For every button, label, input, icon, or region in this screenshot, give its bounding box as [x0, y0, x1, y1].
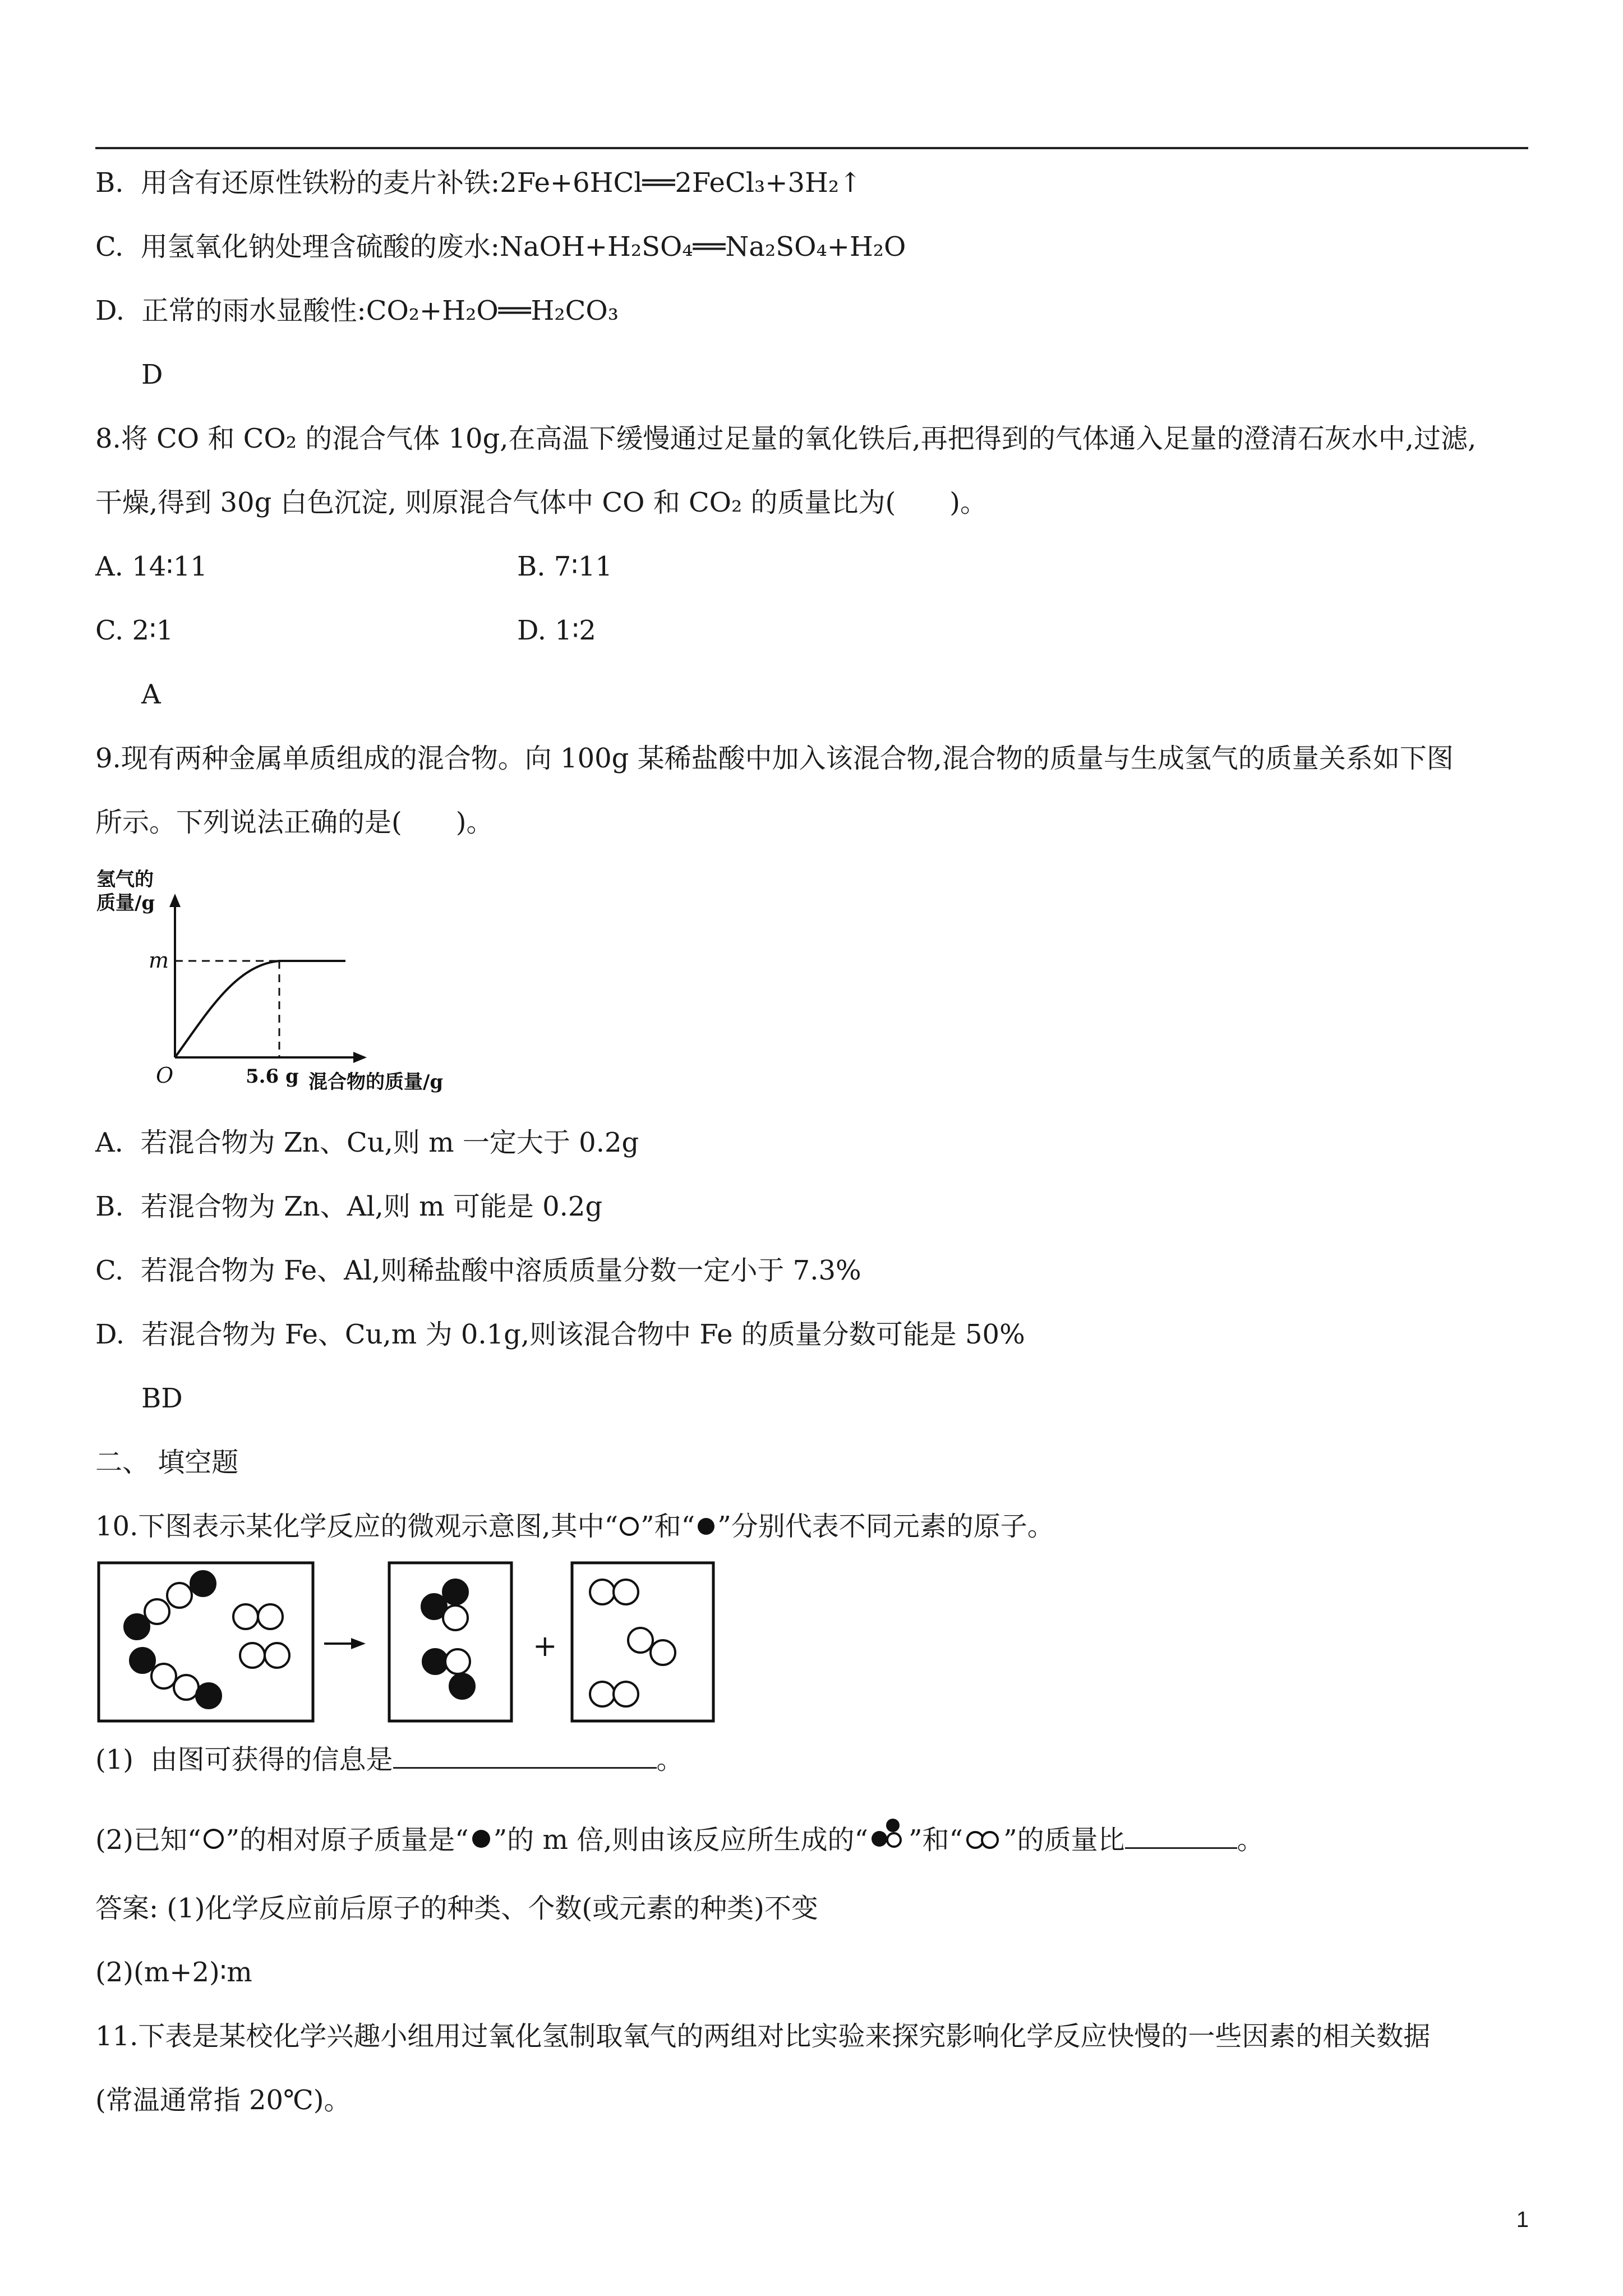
q9-option-a: A. 若混合物为 Zn、Cu,则 m 一定大于 0.2g: [95, 1127, 639, 1158]
q11-stem-line2: (常温通常指 20℃)。: [95, 2085, 351, 2116]
reaction-diagram: [95, 1559, 718, 1728]
q9-stem-line2: 所示。下列说法正确的是( )。: [95, 807, 494, 838]
chart-ylabel-line1: 氢气的: [96, 868, 154, 891]
product-molecule-1: [422, 1580, 468, 1630]
reactant-molecule-1: [125, 1571, 215, 1639]
chart-ylabel-line2: 质量/g: [96, 892, 155, 914]
white-atom-icon: [618, 1515, 640, 1538]
chart-x-marker-label: 5.6 g: [246, 1065, 299, 1088]
q9-stem-line1: 9.现有两种金属单质组成的混合物。向 100g 某稀盐酸中加入该混合物,混合物的质量与生成氢气的质量关系如下图: [95, 743, 1454, 774]
q8-option-b: B. 7∶11: [517, 551, 612, 582]
q8-options-row2: [95, 613, 596, 648]
q10-answer-1: 答案: (1)化学反应前后原子的种类、个数(或元素的种类)不变: [95, 1893, 818, 1924]
black-atom-icon: [469, 1826, 494, 1851]
reactant-molecule-4: [240, 1643, 289, 1668]
product-molecule-4: [628, 1628, 675, 1665]
q7-option-c: C. 用氢氧化钠处理含硫酸的废水:NaOH+H₂SO₄══Na₂SO₄+H₂O: [95, 231, 906, 263]
q8-option-c: C. 2∶1: [95, 615, 174, 646]
q9-option-d: D. 若混合物为 Fe、Cu,m 为 0.1g,则该混合物中 Fe 的质量分数可能是 50%: [95, 1319, 1025, 1350]
q8-answer: A: [141, 679, 161, 710]
header-rule: [95, 147, 1528, 149]
chart-x-arrow: [353, 1052, 367, 1063]
hydrogen-mass-chart: [95, 867, 510, 1102]
reaction-arrow-head: [351, 1638, 366, 1649]
section-title: 二、 填空题: [95, 1447, 239, 1478]
q10-stem: 10.下图表示某化学反应的微观示意图,其中“ ”和“ ”分别代表不同元素的原子。: [95, 1511, 1054, 1542]
q7-answer: D: [141, 359, 163, 390]
q7-option-d: D. 正常的雨水显酸性:CO₂+H₂O══H₂CO₃: [95, 295, 619, 326]
q10-sub1: (1) 由图可获得的信息是 。: [95, 1739, 684, 1778]
product-molecule-5: [590, 1682, 638, 1706]
q7-option-b: B. 用含有还原性铁粉的麦片补铁:2Fe+6HCl══2FeCl₃+3H₂↑: [95, 167, 862, 199]
triatomic-molecule-icon: [868, 1818, 909, 1851]
page-number: 1: [1516, 2207, 1529, 2232]
q8-stem-line2: 干燥,得到 30g 白色沉淀, 则原混合气体中 CO 和 CO₂ 的质量比为( )。: [95, 487, 987, 518]
chart-y-arrow: [169, 894, 181, 907]
product-molecule-2: [423, 1649, 474, 1699]
chart-origin-label: O: [156, 1063, 174, 1088]
reactant-molecule-2: [130, 1648, 221, 1708]
reactant-molecule-3: [233, 1604, 283, 1629]
black-atom-icon: [695, 1515, 717, 1538]
q10-blank-1[interactable]: [393, 1739, 657, 1769]
q8-option-d: D. 1∶2: [517, 615, 596, 646]
q10-sub2: (2)已知“ ”的相对原子质量是“ ”的 m 倍,则由该反应所生成的“ ”和“ ”的质量比 。: [95, 1818, 1264, 1858]
chart-m-label: m: [149, 948, 169, 973]
q10-answer-2: (2)(m+2)∶m: [95, 1957, 252, 1988]
q9-option-c: C. 若混合物为 Fe、Al,则稀盐酸中溶质质量分数一定小于 7.3%: [95, 1255, 861, 1286]
chart-xlabel: 混合物的质量/g: [308, 1071, 444, 1093]
reaction-plus: +: [533, 1630, 557, 1663]
q10-blank-2[interactable]: [1125, 1819, 1237, 1849]
q8-option-a: A. 14∶11: [95, 551, 208, 582]
diatomic-molecule-icon: [963, 1829, 1003, 1851]
q8-stem-line1: 8.将 CO 和 CO₂ 的混合气体 10g,在高温下缓慢通过足量的氧化铁后,再把得到的气体通入足量的澄清石灰水中,过滤,: [95, 423, 1477, 454]
white-atom-icon: [201, 1826, 226, 1851]
q11-stem-line1: 11.下表是某校化学兴趣小组用过氧化氢制取氧气的两组对比实验来探究影响化学反应快慢的一些因素的相关数据: [95, 2021, 1431, 2052]
chart-series-line: [175, 961, 345, 1057]
q8-options-row1: [95, 549, 612, 585]
q9-option-b: B. 若混合物为 Zn、Al,则 m 可能是 0.2g: [95, 1191, 603, 1222]
q9-answer: BD: [141, 1383, 183, 1414]
product-molecule-3: [590, 1580, 638, 1604]
